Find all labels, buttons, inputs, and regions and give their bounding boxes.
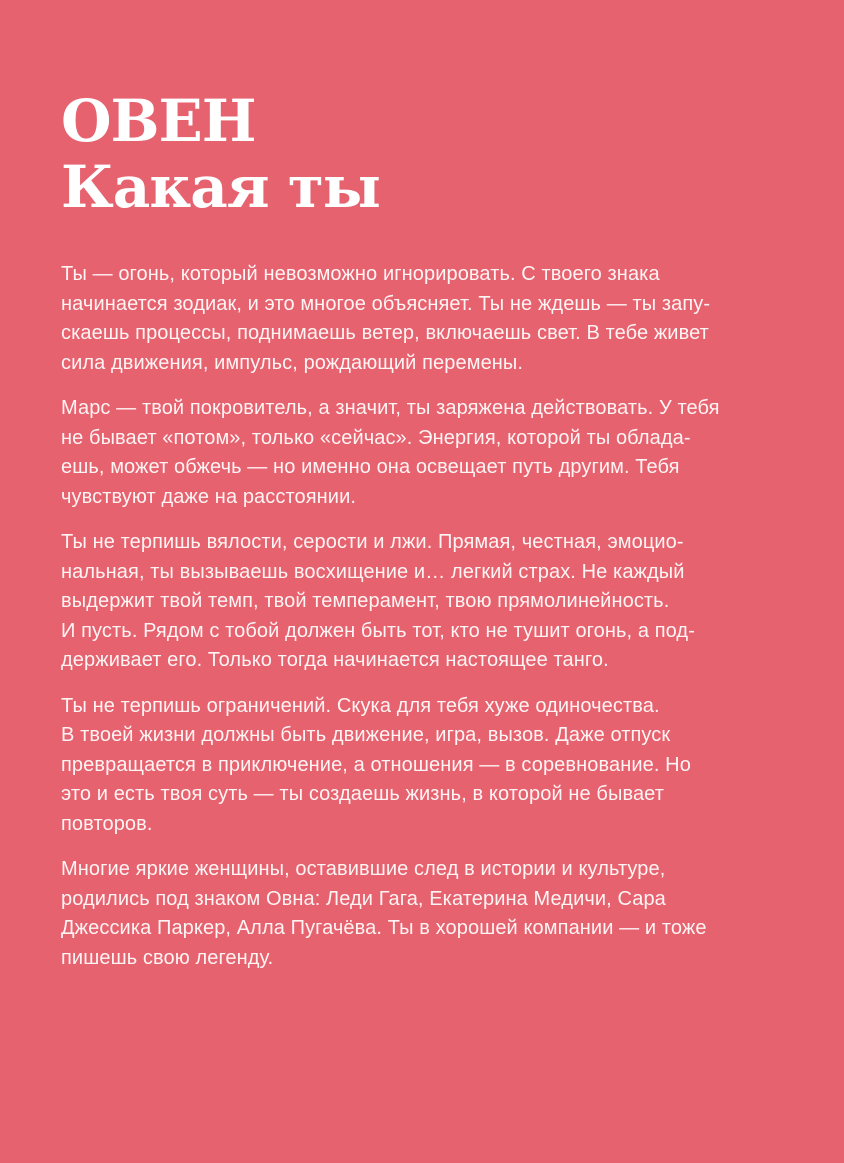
paragraph-2: Марс — твой покровитель, а значит, ты заряжена действовать. У тебя не бывает «потом», только «сейчас». Энергия, которой ты облада- ешь, может обжечь — но именно она освещает путь другим. Тебя чувствуют даже на расстоянии. — [61, 397, 720, 508]
page-title — [61, 88, 764, 220]
paragraph-1: Ты — огонь, который невозможно игнорировать. С твоего знака начинается зодиак, и это многое объясняет. Ты не ждешь — ты запу- скаешь процессы, поднимаешь ветер, включаешь свет. В тебе живет сила движения, импульс, рождающий перемены. — [61, 263, 711, 374]
paragraph-5: Многие яркие женщины, оставившие след в истории и культуре, родились под знаком Овна: Леди Гага, Екатерина Медичи, Сара Джессика Паркер, Алла Пугачёва. Ты в хорошей компании — и тоже пишешь свою легенду. — [61, 858, 707, 969]
title-subheading: Какая ты — [61, 153, 380, 221]
paragraph-4: Ты не терпишь ограничений. Скука для тебя хуже одиночества. В твоей жизни должны быть движение, игра, вызов. Даже отпуск превращается в приключение, а отношения — в соревнование. Но это и есть твоя суть — ты создаешь жизнь, в которой не бывает повторов. — [61, 694, 691, 835]
title-sign-name: ОВЕН — [61, 87, 256, 155]
body-text — [61, 260, 764, 973]
paragraph-3: Ты не терпишь вялости, серости и лжи. Прямая, честная, эмоцио- нальная, ты вызываешь восхищение и… легкий страх. Не каждый выдержит твой темп, твой темперамент, твою прямолинейность. И пусть. Рядом с тобой должен быть тот, кто не тушит огонь, а под- держивает его. Только тогда начинается настоящее танго. — [61, 531, 695, 671]
